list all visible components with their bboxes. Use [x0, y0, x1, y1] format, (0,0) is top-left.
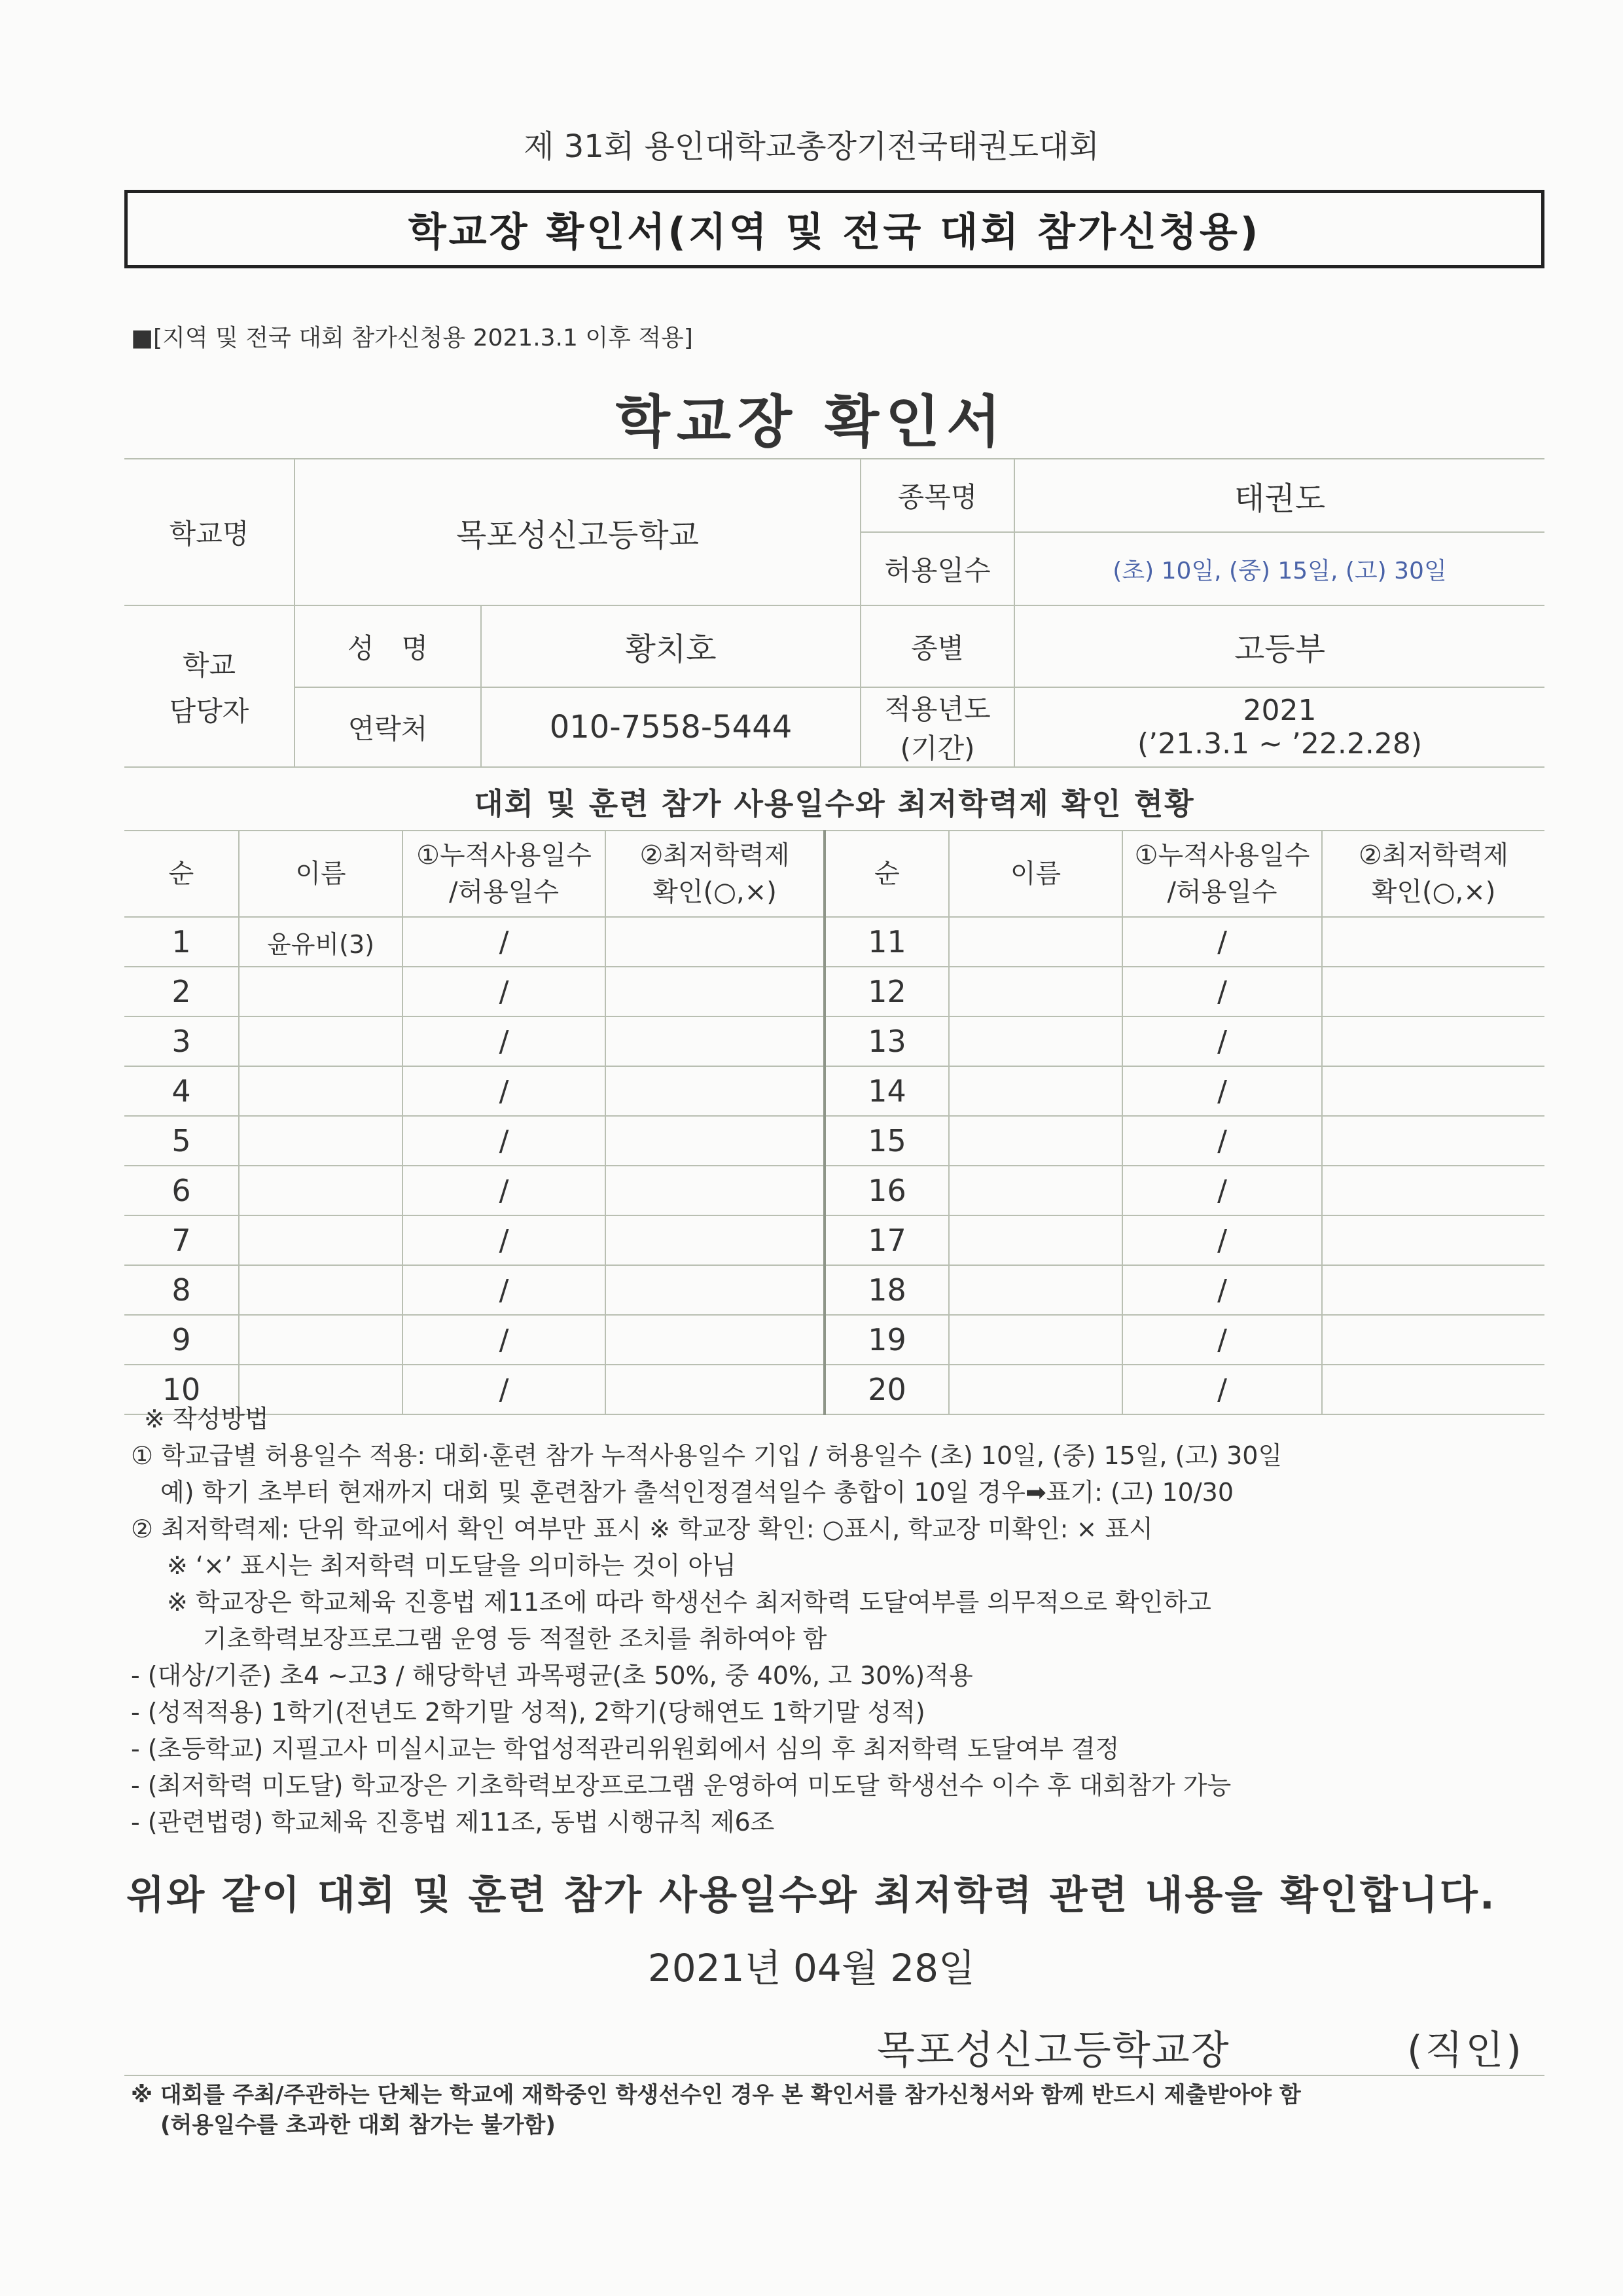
days-cell-right: /	[1122, 1265, 1322, 1315]
document-title: 학교장 확인서	[615, 389, 1008, 455]
header-days-line1: ①누적사용일수	[1134, 840, 1310, 870]
header-days-line2: /허용일수	[448, 877, 560, 907]
min-check-right	[1322, 1166, 1544, 1215]
note-line: ② 최저학력제: 단위 학교에서 확인 여부만 표시 ※ 학교장 확인: ○표시, 학교장 미확인: × 표시	[131, 1515, 1153, 1543]
school-name-label: 학교명	[124, 459, 294, 605]
student-name-right	[949, 1066, 1122, 1116]
student-name-right	[949, 1166, 1122, 1215]
days-cell-right: /	[1122, 1365, 1322, 1414]
header-min-line1: ②최저학력제	[639, 840, 790, 870]
header-no-right: 순	[825, 831, 949, 917]
days-cell-right: /	[1122, 917, 1322, 967]
min-check-left	[605, 917, 825, 967]
min-check-right	[1322, 1315, 1544, 1365]
min-check-left	[605, 967, 825, 1016]
row-number-left: 6	[124, 1166, 239, 1215]
student-name-left	[239, 1215, 402, 1265]
days-cell-left: /	[402, 1116, 605, 1166]
school-name-value: 목포성신고등학교	[294, 459, 861, 605]
row-number-right: 17	[825, 1215, 949, 1265]
note-line: - (초등학교) 지필고사 미실시교는 학업성적관리위원회에서 심의 후 최저학력 도달여부 결정	[131, 1734, 1120, 1763]
student-name-right	[949, 1315, 1122, 1365]
student-name-right	[949, 1016, 1122, 1066]
footnote-line: (허용일수를 초과한 대회 참가는 불가함)	[160, 2112, 556, 2138]
days-cell-left: /	[402, 967, 605, 1016]
min-check-left	[605, 1166, 825, 1215]
note-line: - (최저학력 미도달) 학교장은 기초학력보장프로그램 운영하여 미도달 학생선수 이수 후 대회참가 가능	[131, 1771, 1232, 1800]
days-cell-left: /	[402, 1215, 605, 1265]
student-name-left: 윤유비(3)	[239, 917, 402, 967]
min-check-left	[605, 1315, 825, 1365]
row-number-right: 18	[825, 1265, 949, 1315]
row-number-left: 4	[124, 1066, 239, 1116]
student-name-right	[949, 1116, 1122, 1166]
days-cell-right: /	[1122, 1116, 1322, 1166]
note-line: 기초학력보장프로그램 운영 등 적절한 조치를 취하여야 함	[203, 1624, 827, 1653]
note-line: ※ ‘×’ 표시는 최저학력 미도달을 의미하는 것이 아님	[167, 1551, 736, 1580]
issue-date: 2021년 04월 28일	[647, 1946, 976, 1990]
name-label: 성 명	[294, 605, 481, 687]
table-row	[124, 967, 1544, 1016]
table-row	[124, 1215, 1544, 1265]
staff-label	[124, 605, 294, 767]
table-row	[124, 1016, 1544, 1066]
row-number-right: 15	[825, 1116, 949, 1166]
table-row	[124, 917, 1544, 967]
row-number-left: 7	[124, 1215, 239, 1265]
min-check-right	[1322, 917, 1544, 967]
sport-label: 종목명	[861, 459, 1014, 532]
contact-label: 연락처	[294, 687, 481, 767]
student-name-left	[239, 1066, 402, 1116]
status-heading: 대회 및 훈련 참가 사용일수와 최저학력제 확인 현황	[474, 786, 1195, 821]
days-cell-left: /	[402, 1315, 605, 1365]
confirmation-statement: 위와 같이 대회 및 훈련 참가 사용일수와 최저학력 관련 내용을 확인합니다.	[126, 1873, 1497, 1918]
days-cell-left: /	[402, 1365, 605, 1414]
student-table	[124, 830, 1544, 1415]
days-cell-left: /	[402, 1066, 605, 1116]
min-check-left	[605, 1016, 825, 1066]
days-cell-left: /	[402, 1016, 605, 1066]
row-number-right: 11	[825, 917, 949, 967]
allowed-days-label: 허용일수	[861, 532, 1014, 605]
days-cell-right: /	[1122, 1315, 1322, 1365]
student-name-right	[949, 1215, 1122, 1265]
table-row	[124, 1166, 1544, 1215]
row-number-left: 10	[124, 1365, 239, 1414]
year-value-line2: (’21.3.1 ~ ’22.2.28)	[1137, 727, 1423, 761]
row-number-left: 9	[124, 1315, 239, 1365]
row-number-left: 1	[124, 917, 239, 967]
header-min-left	[605, 831, 825, 917]
min-check-right	[1322, 1265, 1544, 1315]
student-name-right	[949, 917, 1122, 967]
header-name-right: 이름	[949, 831, 1122, 917]
year-label-line2: (기간)	[900, 732, 975, 764]
header-days-line1: ①누적사용일수	[416, 840, 592, 870]
min-check-left	[605, 1066, 825, 1116]
principal-name: 목포성신고등학교장	[877, 2028, 1230, 2073]
min-check-right	[1322, 1215, 1544, 1265]
sport-value: 태권도	[1014, 459, 1544, 532]
category-value: 고등부	[1014, 605, 1544, 687]
row-number-right: 12	[825, 967, 949, 1016]
table-header-row	[124, 831, 1544, 917]
student-name-left	[239, 1166, 402, 1215]
min-check-right	[1322, 1066, 1544, 1116]
days-cell-right: /	[1122, 967, 1322, 1016]
footer-divider	[124, 2075, 1544, 2076]
main-title-box	[124, 190, 1544, 268]
row-number-right: 14	[825, 1066, 949, 1116]
min-check-right	[1322, 967, 1544, 1016]
category-label: 종별	[861, 605, 1014, 687]
header-min-right	[1322, 831, 1544, 917]
min-check-left	[605, 1215, 825, 1265]
row-number-left: 3	[124, 1016, 239, 1066]
header-no-left: 순	[124, 831, 239, 917]
student-name-right	[949, 967, 1122, 1016]
year-label-line1: 적용년도	[884, 693, 991, 725]
student-name-right	[949, 1265, 1122, 1315]
student-name-left	[239, 1116, 402, 1166]
main-title: 학교장 확인서(지역 및 전국 대회 참가신청용)	[408, 209, 1261, 255]
header-days-left	[402, 831, 605, 917]
header-min-line1: ②최저학력제	[1358, 840, 1509, 870]
footnote-line: ※ 대회를 주최/주관하는 단체는 학교에 재학중인 학생선수인 경우 본 확인서를 참가신청서와 함께 반드시 제출받아야 함	[131, 2082, 1301, 2108]
row-number-left: 8	[124, 1265, 239, 1315]
event-title: 제 31회 용인대학교총장기전국태권도대회	[524, 128, 1099, 165]
min-check-right	[1322, 1116, 1544, 1166]
header-min-line2: 확인(○,×)	[652, 877, 777, 907]
min-check-right	[1322, 1016, 1544, 1066]
row-number-right: 16	[825, 1166, 949, 1215]
note-line: ※ 학교장은 학교체육 진흥법 제11조에 따라 학생선수 최저학력 도달여부를 의무적으로 확인하고	[167, 1588, 1211, 1617]
staff-label-line1: 학교	[182, 649, 236, 681]
row-number-left: 2	[124, 967, 239, 1016]
note-line: - (관련법령) 학교체육 진흥법 제11조, 동법 시행규칙 제6조	[131, 1808, 775, 1837]
name-value: 황치호	[481, 605, 861, 687]
student-name-left	[239, 967, 402, 1016]
header-days-right	[1122, 831, 1322, 917]
min-check-left	[605, 1265, 825, 1315]
table-row	[124, 1265, 1544, 1315]
header-days-line2: /허용일수	[1167, 877, 1277, 907]
header-name-left: 이름	[239, 831, 402, 917]
year-label	[861, 687, 1014, 767]
allowed-days-value: (초) 10일, (중) 15일, (고) 30일	[1014, 532, 1544, 605]
days-cell-right: /	[1122, 1166, 1322, 1215]
note-line: 예) 학기 초부터 현재까지 대회 및 훈련참가 출석인정결석일수 총합이 10일 경우➡표기: (고) 10/30	[160, 1478, 1234, 1507]
days-cell-right: /	[1122, 1066, 1322, 1116]
row-number-right: 13	[825, 1016, 949, 1066]
year-value-line1: 2021	[1243, 694, 1317, 727]
note-line: - (성적적용) 1학기(전년도 2학기말 성적), 2학기(당해연도 1학기말 성적)	[131, 1698, 925, 1727]
writing-notes	[131, 1401, 1571, 1840]
contact-value: 010-7558-5444	[481, 687, 861, 767]
days-cell-left: /	[402, 1265, 605, 1315]
days-cell-left: /	[402, 917, 605, 967]
year-value	[1014, 687, 1544, 767]
section-marker: ■[지역 및 전국 대회 참가신청용 2021.3.1 이후 적용]	[131, 325, 693, 351]
row-number-right: 20	[825, 1365, 949, 1414]
table-row	[124, 1066, 1544, 1116]
staff-label-line2: 담당자	[169, 694, 249, 727]
footnote	[131, 2080, 1571, 2140]
student-name-left	[239, 1265, 402, 1315]
min-check-left	[605, 1116, 825, 1166]
official-seal: (직인)	[1407, 2028, 1524, 2073]
student-name-left	[239, 1016, 402, 1066]
days-cell-left: /	[402, 1166, 605, 1215]
note-line: - (대상/기준) 초4 ~고3 / 해당학년 과목평균(초 50%, 중 40%, 고 30%)적용	[131, 1661, 973, 1690]
table-row	[124, 1315, 1544, 1365]
note-heading: ※ 작성방법	[144, 1405, 269, 1433]
row-number-right: 19	[825, 1315, 949, 1365]
days-cell-right: /	[1122, 1016, 1322, 1066]
table-row	[124, 1116, 1544, 1166]
note-line: ① 학교급별 허용일수 적용: 대회·훈련 참가 누적사용일수 기입 / 허용일수 (초) 10일, (중) 15일, (고) 30일	[131, 1441, 1283, 1470]
school-info-table	[124, 458, 1544, 768]
header-min-line2: 확인(○,×)	[1371, 877, 1496, 907]
student-name-left	[239, 1315, 402, 1365]
days-cell-right: /	[1122, 1215, 1322, 1265]
row-number-left: 5	[124, 1116, 239, 1166]
